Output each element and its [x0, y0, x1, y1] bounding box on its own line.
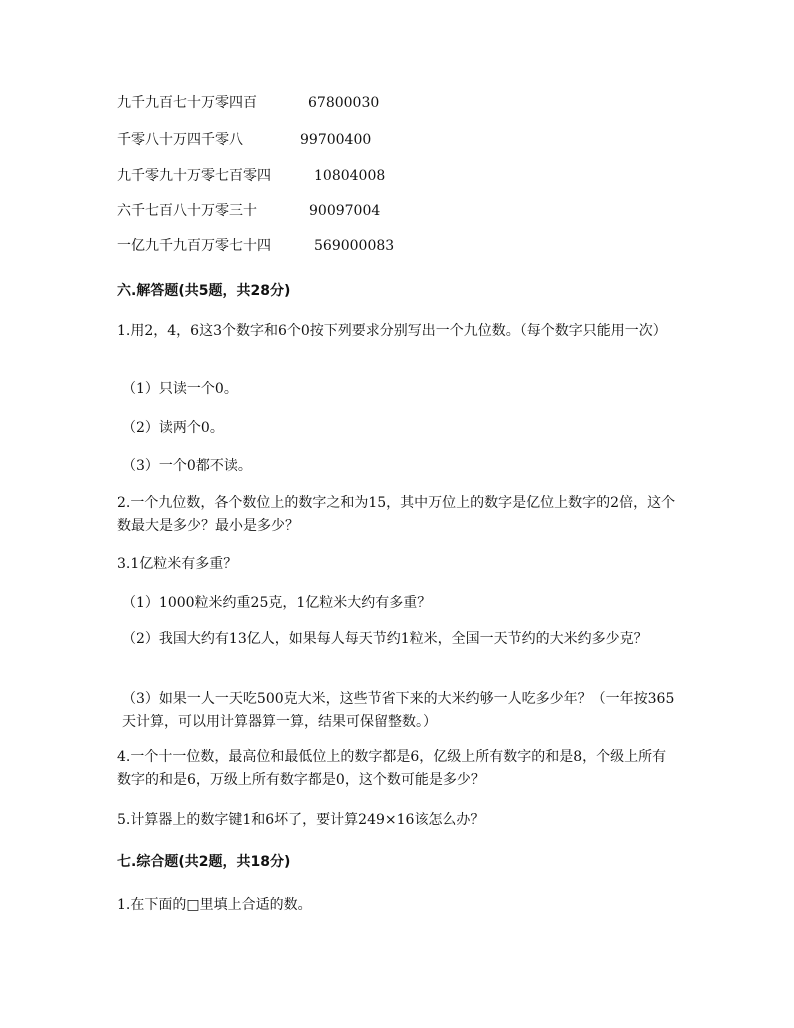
question-text: 5.计算器上的数字键1和6坏了，要计算249×16该怎么办？: [117, 812, 485, 828]
number-in-words: 千零八十万四千零八: [117, 132, 243, 148]
number-in-words: 一亿九千九百万零七十四: [117, 238, 271, 254]
matching-row: [117, 130, 372, 150]
question-text: 1.在下面的□里填上合适的数。: [117, 897, 312, 913]
section-heading: 六.解答题(共5题，共28分): [117, 283, 291, 299]
question-text: 3.1亿粒米有多重？: [117, 556, 238, 572]
sub-question: （1）只读一个0。: [122, 381, 238, 397]
question-text: 4.一个十一位数，最高位和最低位上的数字都是6，亿级上所有数字的和是8，个级上所有数字的和是6，万级上所有数字都是0，这个数可能是多少？: [117, 749, 667, 788]
matching-row: [117, 201, 381, 221]
matching-row: [117, 236, 395, 256]
sub-question: （2）我国大约有13亿人，如果每人每天节约1粒米，全国一天节约的大米约多少克？: [122, 631, 648, 647]
matching-row: [117, 93, 380, 113]
number-in-digits: 10804008: [314, 168, 386, 184]
number-in-digits: 569000083: [314, 238, 395, 254]
section-heading: 七.综合题(共2题，共18分): [117, 854, 291, 870]
question-text: 2.一个九位数，各个数位上的数字之和为15，其中万位上的数字是亿位上数字的2倍，这个数最大是多少？最小是多少？: [117, 495, 676, 534]
sub-question: （3）如果一人一天吃500克大米，这些节省下来的大米约够一人吃多少年？（一年按365天计算，可以用计算器算一算，结果可保留整数。）: [122, 691, 675, 730]
sub-question: （2）读两个0。: [122, 420, 224, 436]
question-text: 1.用2，4，6这3个数字和6个0按下列要求分别写出一个九位数。（每个数字只能用一次）: [117, 323, 667, 339]
sub-question: （1）1000粒米约重25克，1亿粒米大约有多重？: [122, 595, 432, 611]
number-in-words: 九千零九十万零七百零四: [117, 168, 271, 184]
number-in-words: 六千七百八十万零三十: [117, 203, 257, 219]
number-in-digits: 67800030: [308, 95, 380, 111]
number-in-digits: 99700400: [300, 132, 372, 148]
matching-row: [117, 166, 386, 186]
number-in-digits: 90097004: [309, 203, 381, 219]
sub-question: （3）一个0都不读。: [122, 458, 252, 474]
number-in-words: 九千九百七十万零四百: [117, 95, 257, 111]
